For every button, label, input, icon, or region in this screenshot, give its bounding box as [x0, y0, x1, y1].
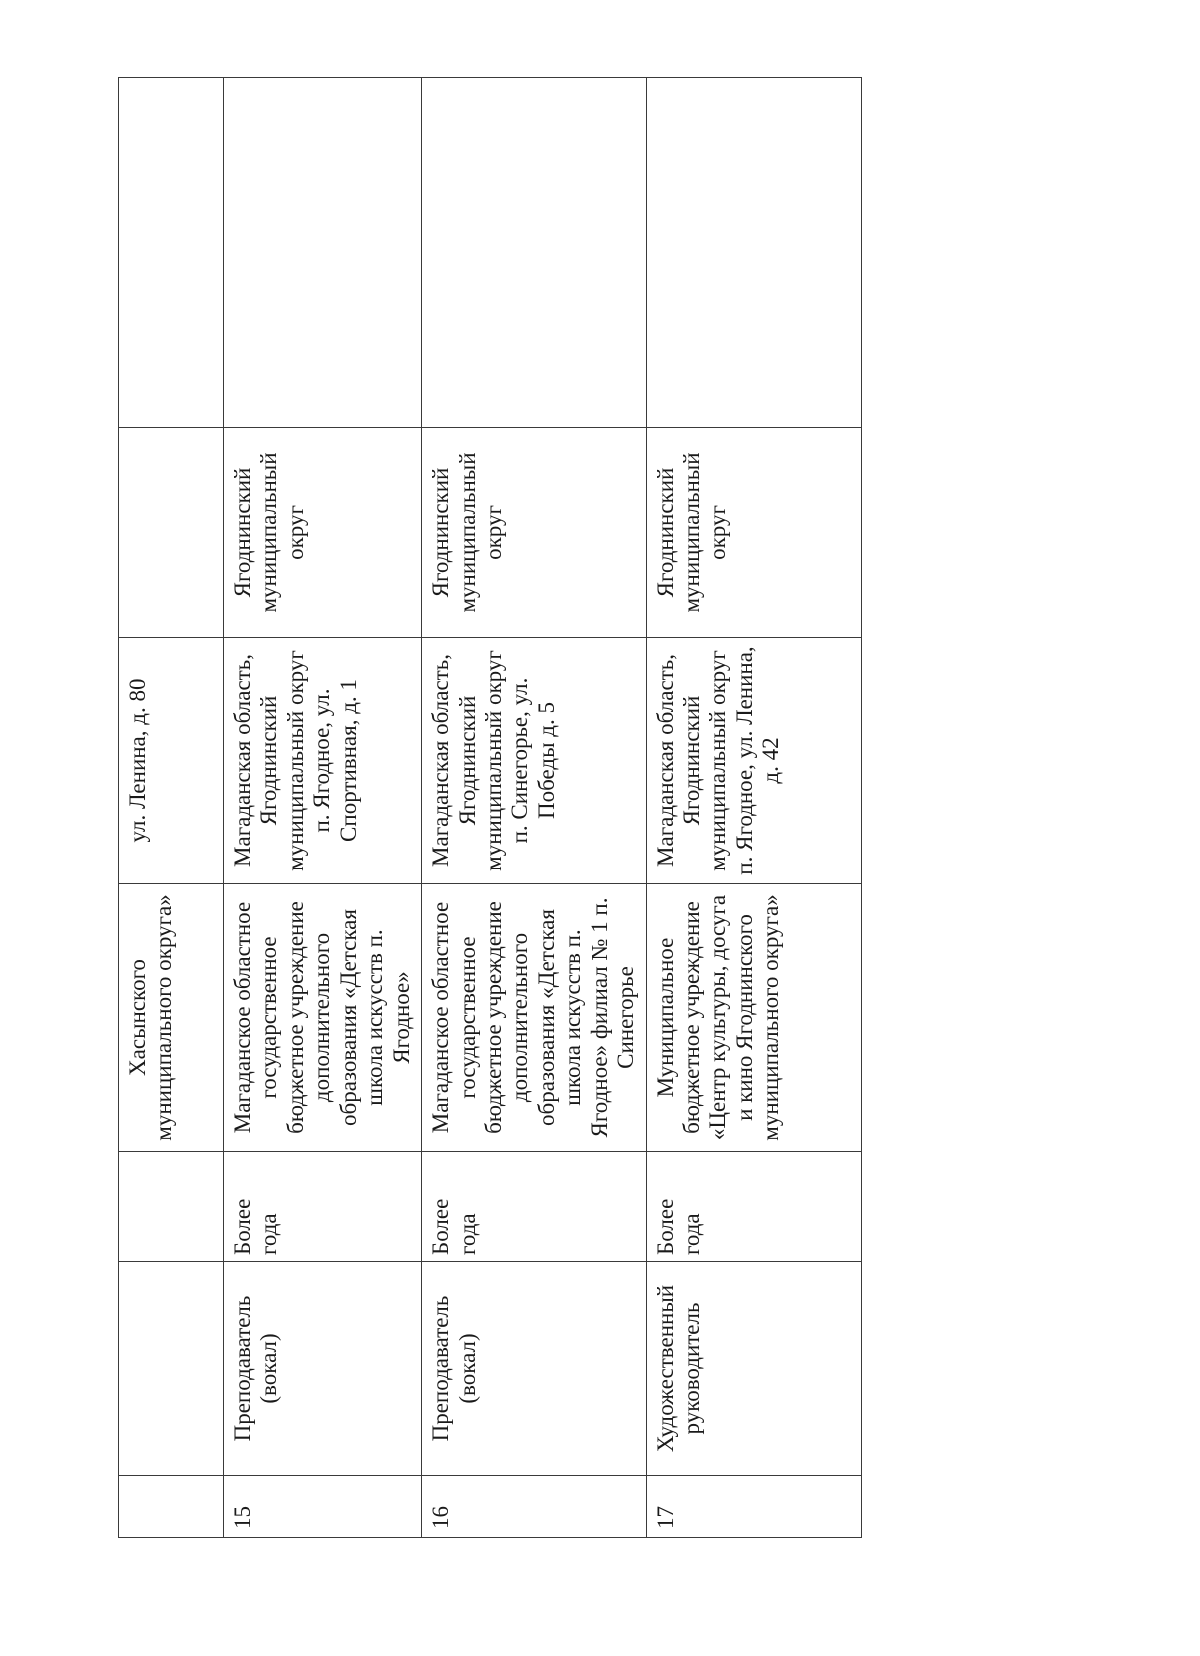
- cell-district: Ягоднинский муниципальный округ: [422, 428, 647, 638]
- vacancy-table: [118, 77, 862, 1538]
- cell-address: Магаданская область, Ягоднинский муниципальный округ п. Ягодное, ул. Спортивная, д. 1: [224, 638, 422, 884]
- cell-position: Преподаватель (вокал): [224, 1262, 422, 1476]
- cell-number: 17: [646, 1476, 861, 1538]
- cell-number: [119, 1476, 224, 1538]
- table-row: [224, 78, 422, 1538]
- rotated-page: [118, 78, 850, 1538]
- cell-organization: Хасынского муниципального округа»: [119, 884, 224, 1152]
- cell-organization: Магаданское областное государственное бюджетное учреждение дополнительного образования «Детская школа искусств п. Ягодное»: [224, 884, 422, 1152]
- table-row-continued: [119, 78, 224, 1538]
- cell-organization: Магаданское областное государственное бюджетное учреждение дополнительного образования «Детская школа искусств п. Ягодное» филиал № 1 п. Синегорье: [422, 884, 647, 1152]
- cell-organization: Муниципальное бюджетное учреждение «Центр культуры, досуга и кино Ягоднинского муниципального округа»: [646, 884, 861, 1152]
- cell-address: Магаданская область, Ягоднинский муниципальный округ п. Ягодное, ул. Ленина, д. 42: [646, 638, 861, 884]
- cell-duration: Более года: [224, 1152, 422, 1262]
- cell-note: [422, 78, 647, 428]
- cell-number: 15: [224, 1476, 422, 1538]
- cell-duration: [119, 1152, 224, 1262]
- cell-address: ул. Ленина, д. 80: [119, 638, 224, 884]
- table-row: [646, 78, 861, 1538]
- cell-note: [119, 78, 224, 428]
- cell-address: Магаданская область, Ягоднинский муниципальный округ п. Синегорье, ул. Победы д. 5: [422, 638, 647, 884]
- cell-duration: Более года: [422, 1152, 647, 1262]
- cell-district: Ягоднинский муниципальный округ: [646, 428, 861, 638]
- cell-number: 16: [422, 1476, 647, 1538]
- cell-duration: Более года: [646, 1152, 861, 1262]
- cell-position: [119, 1262, 224, 1476]
- cell-position: Преподаватель (вокал): [422, 1262, 647, 1476]
- cell-position: Художественный руководитель: [646, 1262, 861, 1476]
- cell-note: [646, 78, 861, 428]
- cell-district: Ягоднинский муниципальный округ: [224, 428, 422, 638]
- table-row: [422, 78, 647, 1538]
- cell-note: [224, 78, 422, 428]
- cell-district: [119, 428, 224, 638]
